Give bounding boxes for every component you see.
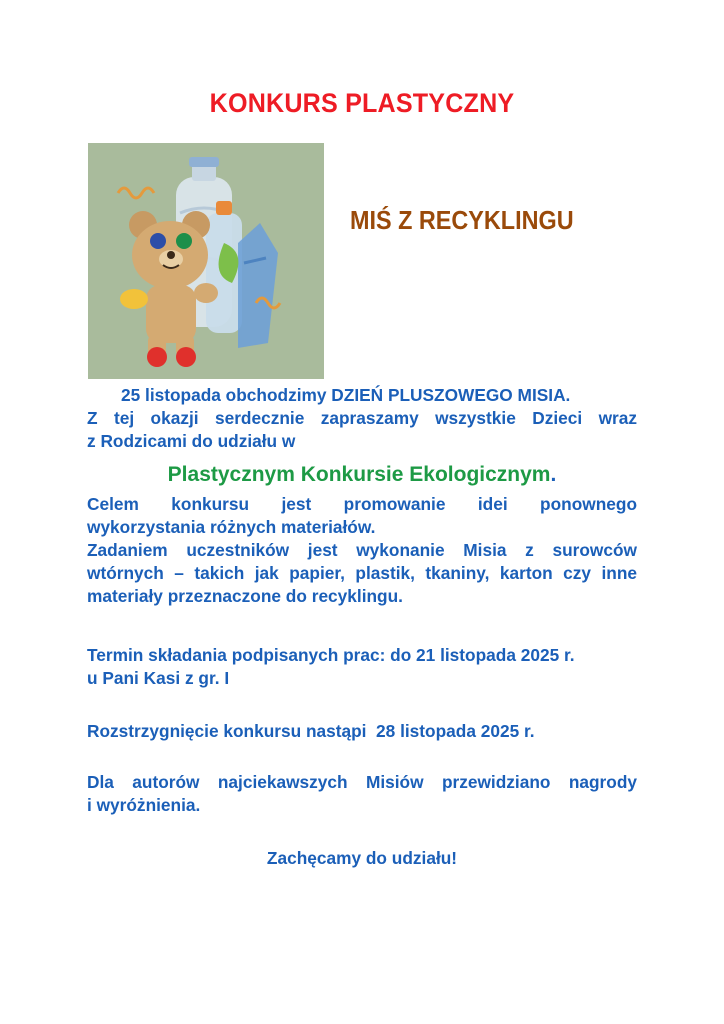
- purpose-line-2: wykorzystania różnych materiałów.: [87, 517, 376, 537]
- prizes-paragraph: [87, 771, 637, 817]
- purpose-line-3: Zadaniem uczestników jest wykonanie Misia z surowców: [87, 540, 637, 560]
- contest-name: Plastycznym Konkursie Ekologicznym: [167, 463, 551, 486]
- results-line: Rozstrzygnięcie konkursu nastąpi 28 listopada 2025 r.: [87, 721, 535, 741]
- results-paragraph: [87, 720, 637, 743]
- deadline-paragraph: [87, 644, 637, 690]
- contest-name-dot: .: [550, 463, 557, 486]
- intro-line-1: 25 listopada obchodzimy DZIEŃ PLUSZOWEGO MISIA.: [121, 385, 571, 405]
- purpose-paragraph: [87, 493, 637, 608]
- page-title: KONKURS PLASTYCZNY: [209, 88, 515, 118]
- deadline-line-1: Termin składania podpisanych prac: do 21 listopada 2025 r.: [87, 645, 575, 665]
- teddy-bear-recycling-illustration: [88, 143, 324, 379]
- purpose-line-4: wtórnych – takich jak papier, plastik, tkaniny, karton czy inne: [87, 563, 637, 583]
- prizes-line-1: Dla autorów najciekawszych Misiów przewidziano nagrody: [87, 772, 637, 792]
- intro-line-2: Z tej okazji serdecznie zapraszamy wszystkie Dzieci wraz: [87, 408, 637, 428]
- closing-text: Zachęcamy do udziału!: [266, 848, 458, 868]
- deadline-line-2: u Pani Kasi z gr. I: [87, 668, 230, 688]
- purpose-line-5: materiały przeznaczone do recyklingu.: [87, 586, 403, 606]
- purpose-line-1: Celem konkursu jest promowanie idei ponownego: [87, 494, 637, 514]
- teddy-bear-and-plastic-bottles-icon: [88, 143, 324, 379]
- prizes-line-2: i wyróżnienia.: [87, 795, 201, 815]
- intro-line-3: z Rodzicami do udziału w: [87, 431, 296, 451]
- intro-paragraph: [87, 384, 637, 453]
- contest-subtitle: MIŚ Z RECYKLINGU: [350, 205, 574, 235]
- contest-name-heading: [0, 463, 724, 487]
